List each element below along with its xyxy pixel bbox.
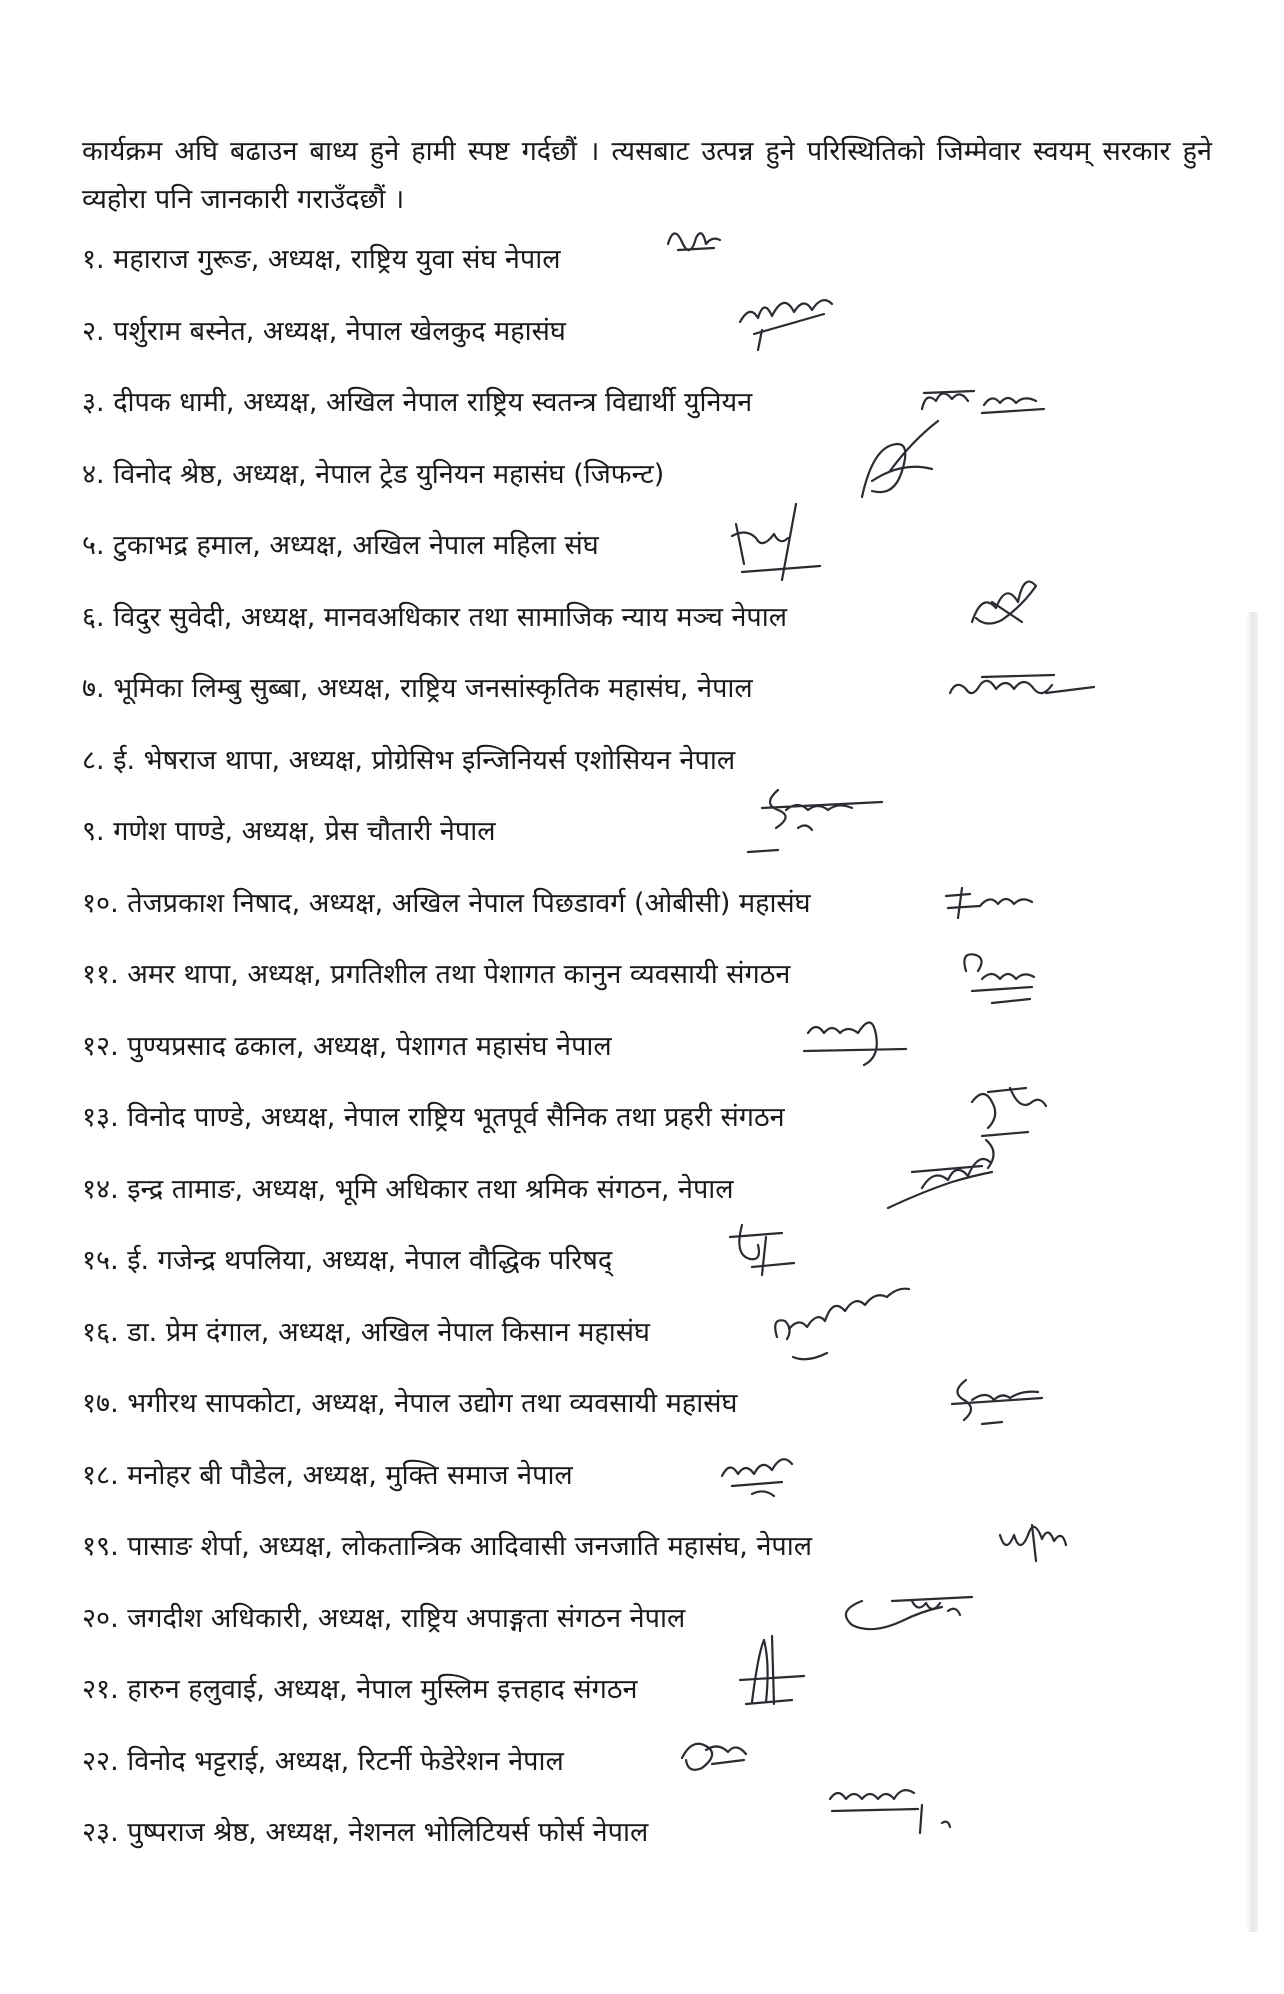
signature-18-icon — [712, 1436, 802, 1506]
signatory-text: १९. पासाङ शेर्पा, अध्यक्ष, लोकतान्त्रिक आदिवासी जनजाति महासंघ, नेपाल — [82, 1531, 813, 1562]
signatory-text: ८. ई. भेषराज थापा, अध्यक्ष, प्रोग्रेसिभ इन्जिनियर्स एशोसियन नेपाल — [82, 744, 736, 776]
signatory-text: २२. विनोद भट्टराई, अध्यक्ष, रिटर्नी फेडेरेशन नेपाल — [82, 1745, 564, 1777]
signature-1-icon — [662, 214, 732, 274]
signatory-text: ४. विनोद श्रेष्ठ, अध्यक्ष, नेपाल ट्रेड युनियन महासंघ (जिफन्ट) — [82, 458, 665, 490]
signatory-row — [82, 810, 1242, 882]
signatory-row — [82, 1597, 1242, 1669]
signature-20-icon — [832, 1571, 982, 1647]
signatory-row — [82, 953, 1242, 1025]
signatory-row — [82, 1311, 1242, 1383]
signatory-text: १२. पुण्यप्रसाद ढकाल, अध्यक्ष, पेशागत महासंघ नेपाल — [82, 1030, 612, 1062]
signatory-row — [82, 381, 1242, 453]
signature-2-icon — [732, 274, 842, 356]
signature-16-icon — [767, 1267, 917, 1367]
signature-11-icon — [952, 941, 1042, 1011]
signatory-row — [82, 596, 1242, 668]
signatory-row — [82, 1096, 1242, 1168]
signatory-text: ३. दीपक धामी, अध्यक्ष, अखिल नेपाल राष्ट्रिय स्वतन्त्र विद्यार्थी युनियन — [82, 387, 753, 418]
signature-12-icon — [802, 1005, 912, 1075]
signature-9-icon — [742, 780, 892, 864]
signatory-text: २०. जगदीश अधिकारी, अध्यक्ष, राष्ट्रिय अपाङ्गता संगठन नेपाल — [82, 1602, 686, 1634]
signatory-text: ७. भूमिका लिम्बु सुब्बा, अध्यक्ष, राष्ट्रिय जनसांस्कृतिक महासंघ, नेपाल — [82, 673, 753, 704]
signature-17-icon — [942, 1360, 1052, 1440]
signature-22-icon — [672, 1724, 752, 1780]
signatory-row — [82, 1668, 1242, 1740]
signatory-row — [82, 1168, 1242, 1240]
signature-10-icon — [940, 876, 1040, 926]
signatory-text: १. महाराज गुरूङ, अध्यक्ष, राष्ट्रिय युवा संघ नेपाल — [82, 244, 561, 275]
signatory-row — [82, 1025, 1242, 1097]
signature-7-icon — [942, 659, 1102, 719]
signatory-row — [82, 453, 1242, 525]
signatory-text: १६. डा. प्रेम दंगाल, अध्यक्ष, अखिल नेपाल किसान महासंघ — [82, 1316, 650, 1348]
signature-5-icon — [722, 494, 832, 584]
signatory-text: २१. हारुन हलुवाई, अध्यक्ष, नेपाल मुस्लिम इत्तहाद संगठन — [82, 1674, 638, 1705]
signatory-text: ६. विदुर सुवेदी, अध्यक्ष, मानवअधिकार तथा सामाजिक न्याय मञ्च नेपाल — [82, 601, 788, 633]
signatory-text: १५. ई. गजेन्द्र थपलिया, अध्यक्ष, नेपाल वौद्धिक परिषद् — [82, 1245, 613, 1276]
signatory-row — [82, 1382, 1242, 1454]
signatory-row — [82, 310, 1242, 382]
signatory-row — [82, 882, 1242, 954]
signatory-text: २३. पुष्पराज श्रेष्ठ, अध्यक्ष, नेशनल भोलिटियर्स फोर्स नेपाल — [82, 1817, 649, 1848]
signature-19-icon — [992, 1505, 1072, 1575]
signatory-text: ५. टुकाभद्र हमाल, अध्यक्ष, अखिल नेपाल महिला संघ — [82, 530, 599, 561]
signatory-row — [82, 739, 1242, 811]
signature-21-icon — [732, 1624, 812, 1714]
signatory-row — [82, 1740, 1242, 1812]
signatory-text: ११. अमर थापा, अध्यक्ष, प्रगतिशील तथा पेशागत कानुन व्यवसायी संगठन — [82, 959, 791, 990]
signatory-text: १८. मनोहर बी पौडेल, अध्यक्ष, मुक्ति समाज नेपाल — [82, 1459, 573, 1491]
signature-6-icon — [962, 562, 1052, 642]
signature-4-icon — [842, 411, 952, 511]
intro-paragraph: कार्यक्रम अघि बढाउन बाध्य हुने हामी स्पष्ट गर्दछौं । त्यसबाट उत्पन्न हुने परिस्थितिको जिम्मेवार स्वयम् सरकार हुने व्यहोरा पनि जानकारी गराउँदछौं । — [82, 136, 1212, 215]
signatory-row — [82, 238, 1242, 310]
signatory-text: १३. विनोद पाण्डे, अध्यक्ष, नेपाल राष्ट्रिय भूतपूर्व सैनिक तथा प्रहरी संगठन — [82, 1102, 785, 1133]
signatory-text: १७. भगीरथ सापकोटा, अध्यक्ष, नेपाल उद्योग तथा व्यवसायी महासंघ — [82, 1388, 738, 1419]
signatory-row — [82, 1525, 1242, 1597]
signatory-row — [82, 1239, 1242, 1311]
signatory-text: १४. इन्द्र तामाङ, अध्यक्ष, भूमि अधिकार तथा श्रमिक संगठन, नेपाल — [82, 1173, 734, 1205]
signature-14-icon — [882, 1132, 1012, 1222]
signatory-text: २. पर्शुराम बस्नेत, अध्यक्ष, नेपाल खेलकुद महासंघ — [82, 315, 566, 347]
signatory-text: ९. गणेश पाण्डे, अध्यक्ष, प्रेस चौतारी नेपाल — [82, 816, 496, 847]
signatory-row — [82, 524, 1242, 596]
signature-23-icon — [822, 1771, 972, 1855]
signatory-text: १०. तेजप्रकाश निषाद, अध्यक्ष, अखिल नेपाल पिछडावर्ग (ओबीसी) महासंघ — [82, 887, 811, 919]
signatory-row — [82, 667, 1242, 739]
signatory-row — [82, 1811, 1242, 1883]
signatory-list — [82, 238, 1242, 1883]
page-edge-shadow — [1246, 612, 1258, 1932]
